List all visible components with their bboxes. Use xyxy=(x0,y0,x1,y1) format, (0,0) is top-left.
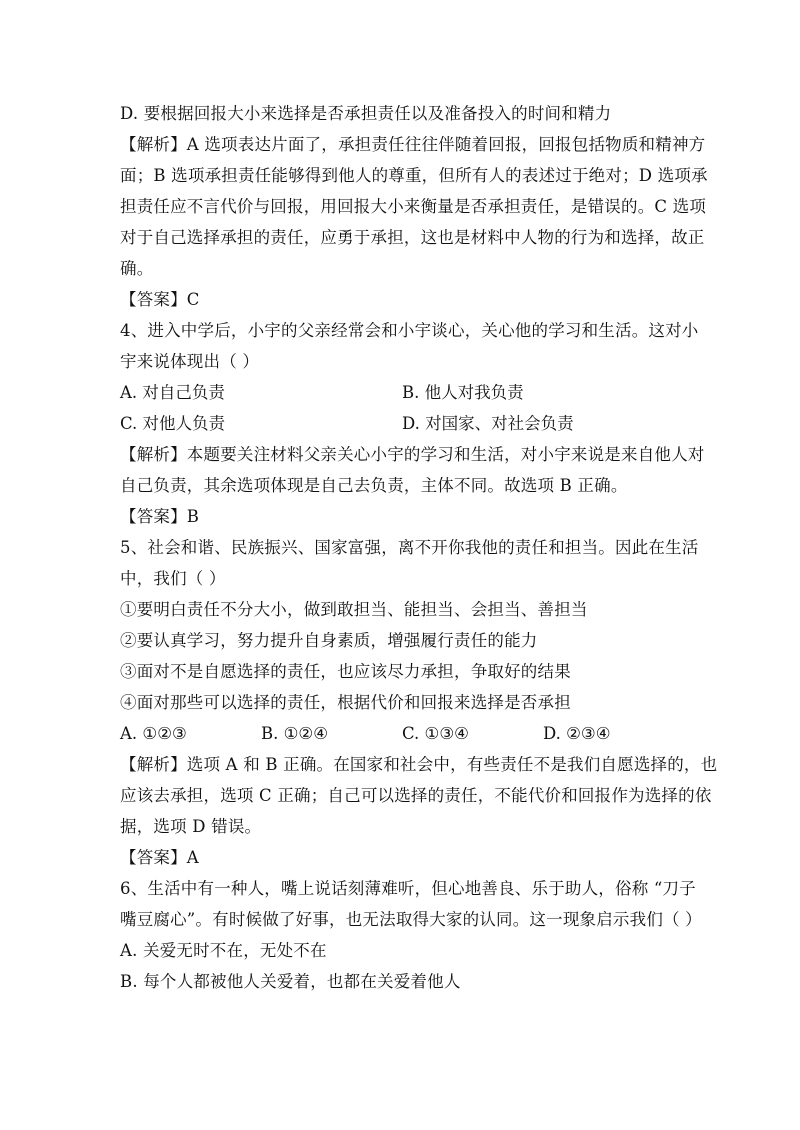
q5-answer: 【答案】A xyxy=(120,848,199,867)
q3-analysis-line: 面；B 选项承担责任能够得到他人的尊重，但所有人的表述过于绝对；D 选项承 xyxy=(120,166,708,185)
q5-option-d: D. ②③④ xyxy=(543,724,611,743)
q5-option-b: B. ①②④ xyxy=(261,724,328,743)
q4-option-a: A. 对自己负责 xyxy=(120,383,225,402)
q6-option-b: B. 每个人都被他人关爱着，也都在关爱着他人 xyxy=(120,972,461,991)
q5-analysis-line: 应该去承担，选项 C 正确；自己可以选择的责任，不能代价和回报作为选择的依 xyxy=(120,786,712,805)
page-content xyxy=(120,98,718,997)
q4-option-c: C. 对他人负责 xyxy=(120,414,226,433)
q5-statement: ②要认真学习，努力提升自身素质，增强履行责任的能力 xyxy=(120,631,538,650)
q5-statement: ④面对那些可以选择的责任，根据代价和回报来选择是否承担 xyxy=(120,693,571,712)
q5-analysis-line: 【解析】选项 A 和 B 正确。在国家和社会中，有些责任不是我们自愿选择的，也 xyxy=(120,755,718,774)
q4-analysis-line: 【解析】本题要关注材料父亲关心小宇的学习和生活，对小宇来说是来自他人对 xyxy=(120,445,705,464)
q4-stem-line: 宇来说体现出（ ） xyxy=(120,352,260,371)
q5-statement: ③面对不是自愿选择的责任，也应该尽力承担，争取好的结果 xyxy=(120,662,571,681)
q3-analysis-line: 确。 xyxy=(120,259,154,278)
q5-analysis-line: 据，选项 D 错误。 xyxy=(120,817,262,836)
q3-answer: 【答案】C xyxy=(120,290,200,309)
q5-statement: ①要明白责任不分大小，做到敢担当、能担当、会担当、善担当 xyxy=(120,600,588,619)
q4-option-d: D. 对国家、对社会负责 xyxy=(402,414,574,433)
q4-analysis-line: 自己负责，其余选项体现是自己去负责，主体不同。故选项 B 正确。 xyxy=(120,476,628,495)
q5-option-a: A. ①②③ xyxy=(120,724,187,743)
q3-analysis-line: 对于自己选择承担的责任，应勇于承担，这也是材料中人物的行为和选择，故正 xyxy=(120,228,705,247)
q4-option-b: B. 他人对我负责 xyxy=(402,383,524,402)
q4-options-row xyxy=(120,377,685,408)
q5-stem-line: 中，我们（ ） xyxy=(120,569,226,588)
q4-options-row xyxy=(120,408,685,439)
q3-option-d: D. 要根据回报大小来选择是否承担责任以及准备投入的时间和精力 xyxy=(120,104,612,123)
q3-analysis-line: 【解析】A 选项表达片面了，承担责任往往伴随着回报，回报包括物质和精神方 xyxy=(120,135,706,154)
q4-stem-line: 4、进入中学后，小宇的父亲经常会和小宇谈心，关心他的学习和生活。这对小 xyxy=(120,321,699,340)
q6-stem-line: 6、生活中有一种人，嘴上说话刻薄难听，但心地善良、乐于助人，俗称 “刀子 xyxy=(120,879,696,898)
q6-stem-line: 嘴豆腐心”。有时候做了好事，也无法取得大家的认同。这一现象启示我们（ ） xyxy=(120,910,702,929)
q5-option-c: C. ①③④ xyxy=(402,724,469,743)
q6-option-a: A. 关爱无时不在，无处不在 xyxy=(120,941,327,960)
q5-stem-line: 5、社会和谐、民族振兴、国家富强，离不开你我他的责任和担当。因此在生活 xyxy=(120,538,699,557)
q4-answer: 【答案】B xyxy=(120,507,200,526)
q5-options-row xyxy=(120,718,685,749)
q3-analysis-line: 担责任应不言代价与回报，用回报大小来衡量是否承担责任，是错误的。C 选项 xyxy=(120,197,707,216)
